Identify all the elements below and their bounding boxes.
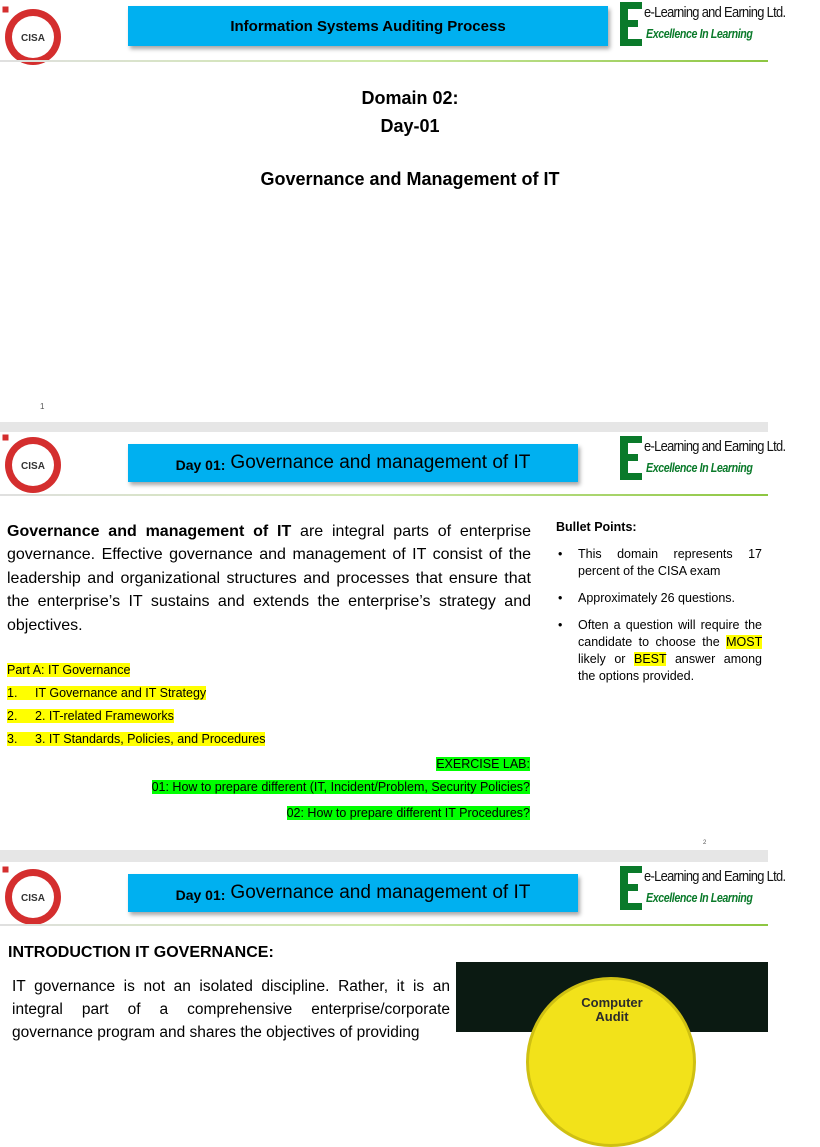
cisa-logo-text: CISA [21,33,45,44]
page-number: 1 [40,402,45,411]
slide-2-header-title: Governance and management of IT [230,452,531,473]
header-day-prefix: Day 01: [175,886,226,903]
cisa-logo [0,4,64,68]
exercise-lab-title: EXERCISE LAB: [436,757,530,771]
slide-2-header-bar [128,444,578,482]
header-divider [0,60,768,62]
elearning-logo [616,2,786,50]
list-item: 1. IT Governance and IT Strategy [7,686,207,700]
image-label-line-1: Computer [581,995,643,1010]
bullet-item: • Often a question will require the candidate to choose the MOST likely or BEST answer among the options provided. [558,618,763,683]
most-highlight: MOST [726,635,762,649]
cisa-logo-text: CISA [21,893,45,904]
page-number: 2 [703,840,707,846]
elearning-name: e-Learning and Earning Ltd. [644,4,786,21]
slide-3 [0,862,786,1041]
elearning-e-icon [620,436,646,480]
cisa-logo-text: CISA [21,461,45,472]
best-highlight: BEST [633,652,667,666]
elearning-e-icon [620,2,646,46]
part-a-title: Part A: IT Governance [7,663,131,677]
bullet-item: • Approximately 26 questions. [558,591,736,605]
list-item: 3. 3. IT Standards, Policies, and Procedures [7,732,266,746]
bullet-points-title: Bullet Points: [556,520,637,534]
cisa-logo [0,432,64,496]
slide-1-header-title: Information Systems Auditing Process [230,17,506,35]
exercise-item-1: 01: How to prepare different (IT, Incident/Problem, Security Policies? [151,780,530,794]
bullet-item: • This domain represents 17 percent of the CISA exam [558,547,762,578]
day-line: Day-01 [380,116,440,136]
elearning-e-icon [620,866,646,910]
elearning-tagline: Excellence In Learning [646,460,753,475]
slide-1-subtitle: Governance and Management of IT [260,169,560,189]
intro-paragraph [7,520,531,637]
elearning-logo [616,866,786,914]
domain-line: Domain 02: [361,88,459,108]
intro-heading: INTRODUCTION IT GOVERNANCE: [8,944,274,961]
header-divider [0,924,768,926]
exercise-item-2: 02: How to prepare different IT Procedures? [286,806,530,820]
slide-2 [0,432,786,850]
intro-text: are integral parts of enterprise governance. Effective governance and management of IT consist of the leadership and organizational structures and processes that ensure that the enterprise’s IT sustains and extends the enterprise’s strategy and objectives. [7,523,531,634]
bullet-dot: • [558,618,563,632]
computer-audit-image [456,962,768,1032]
slide-1 [0,0,786,422]
elearning-logo [616,436,786,484]
elearning-name: e-Learning and Earning Ltd. [644,868,786,885]
slide-3-header-bar [128,874,578,912]
header-divider [0,494,768,496]
slide-3-header-title: Governance and management of IT [230,882,531,903]
cisa-logo [0,864,64,928]
elearning-tagline: Excellence In Learning [646,890,753,905]
elearning-tagline: Excellence In Learning [646,26,753,41]
intro-bold: Governance and management of IT [7,523,292,540]
bullet-dot: • [558,591,563,605]
governance-paragraph: IT governance is not an isolated discipline. Rather, it is an integral part of a comprehensive enterprise/corporate governance program and shares the objectives of providing [12,978,450,1041]
slide-gap [0,850,768,862]
bullet-dot: • [558,547,563,561]
image-label-line-2: Audit [595,1009,629,1024]
slide-1-header-bar [128,6,608,46]
elearning-name: e-Learning and Earning Ltd. [644,438,786,455]
header-day-prefix: Day 01: [175,456,226,473]
list-item: 2. 2. IT-related Frameworks [7,709,174,723]
slide-gap [0,422,768,432]
